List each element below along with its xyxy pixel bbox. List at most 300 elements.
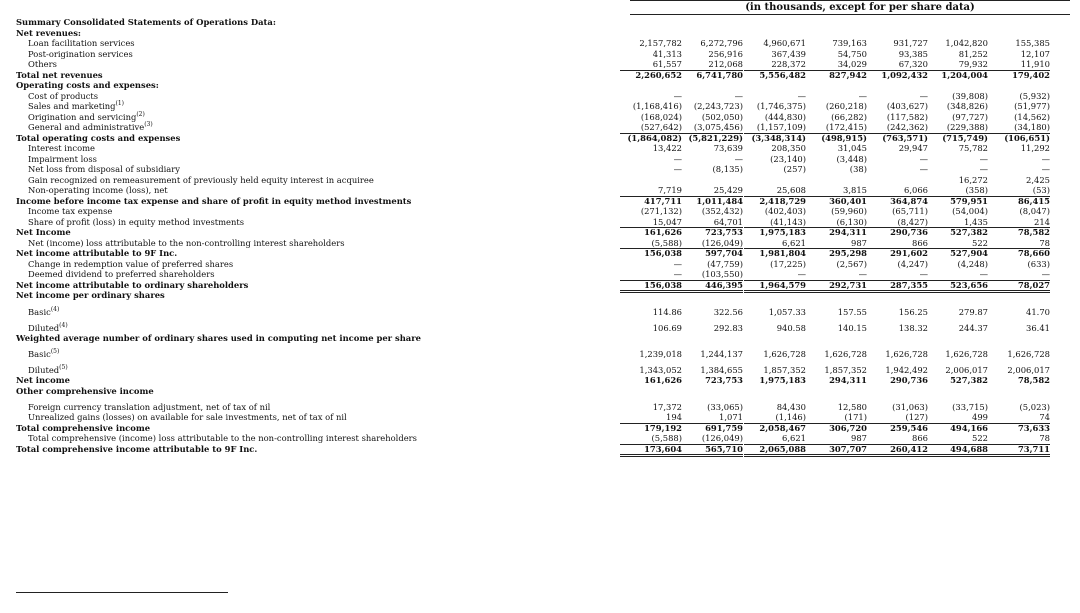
value-cell: (402,403) (764, 206, 806, 216)
value-cell: (5,932) (1019, 90, 1050, 101)
value-cell: — (1041, 164, 1050, 174)
value-cell: 11,292 (1020, 143, 1050, 153)
row-label-text: Unrealized gains (losses) on available for sale investments, net of tax of nil (28, 412, 347, 422)
value-cell: 691,759 (705, 422, 743, 433)
table-row (16, 227, 1080, 238)
value-cell: 11,910 (988, 59, 1050, 71)
value-cell: 2,065,088 (744, 444, 806, 458)
value-cell: (8,047) (1019, 206, 1050, 216)
statement-table (16, 17, 1080, 454)
value-cell: 260,412 (866, 444, 928, 458)
value-cell: 61,557 (620, 59, 682, 71)
value-cell: 1,092,432 (881, 69, 928, 80)
value-cell: 212,068 (681, 59, 743, 71)
value-cell: 279.87 (958, 306, 988, 317)
value-cell: 179,402 (1012, 69, 1050, 80)
table-row (16, 386, 1080, 397)
value-cell: (229,388) (926, 122, 988, 134)
table-row (16, 122, 1080, 133)
value-cell: (33,715) (952, 402, 988, 412)
value-cell: (1,168,416) (632, 101, 682, 111)
table-top-rule (630, 0, 1070, 1)
value-cell: 1,057.33 (768, 306, 806, 317)
value-cell: 41,313 (652, 48, 682, 59)
value-cell: 1,975,183 (759, 375, 806, 385)
table-row (16, 333, 1080, 344)
value-cell: 367,439 (771, 48, 806, 59)
value-cell: 723,753 (705, 375, 743, 385)
value-cell: 287,355 (866, 280, 928, 294)
table-row (16, 396, 1080, 412)
value-cell: 940.58 (776, 322, 806, 333)
value-cell: 86,415 (1017, 195, 1050, 206)
row-label (16, 248, 177, 259)
table-row (16, 17, 1080, 28)
row-label (16, 444, 257, 455)
value-cell: (257) (783, 164, 806, 174)
value-cell: (633) (1027, 258, 1050, 269)
row-label (28, 238, 345, 249)
value-cell: (8,427) (866, 217, 928, 229)
value-cell: (127) (866, 412, 928, 424)
value-cell: (3,448) (836, 153, 867, 164)
value-cell: 5,556,482 (759, 69, 806, 80)
value-cell: 228,372 (744, 59, 806, 71)
row-label-text: Summary Consolidated Statements of Operations Data: (16, 17, 276, 27)
value-cell: — (673, 90, 682, 101)
value-cell: 322.56 (713, 306, 743, 317)
row-label-text: Non-operating income (loss), net (28, 185, 168, 195)
table-row (16, 133, 1080, 144)
value-cell: 12,580 (837, 402, 867, 412)
value-cell: 156,038 (644, 248, 682, 258)
row-label (28, 154, 97, 165)
value-cell: 6,621 (744, 433, 806, 445)
value-cell: 78 (988, 238, 1050, 250)
row-label (16, 386, 154, 397)
value-cell: — (926, 269, 988, 281)
row-label (28, 59, 57, 70)
value-cell: (103,550) (681, 269, 743, 281)
value-cell: (502,050) (701, 111, 743, 122)
value-cell: 73,633 (1017, 422, 1050, 433)
row-label-text: Total comprehensive income (16, 422, 151, 433)
table-row (16, 412, 1080, 423)
table-row (16, 154, 1080, 165)
value-cell: 290,736 (890, 227, 928, 237)
value-cell: 987 (805, 433, 867, 445)
value-cell: (106,651) (1004, 132, 1050, 143)
table-row (16, 259, 1080, 270)
value-cell: (66,282) (831, 111, 867, 122)
value-cell: — (858, 90, 867, 101)
value-cell: 25,429 (681, 185, 743, 197)
value-cell: — (673, 164, 682, 174)
value-cell: (117,582) (886, 111, 928, 122)
value-cell: 1,071 (681, 412, 743, 424)
value-cell: 499 (926, 412, 988, 424)
row-label (28, 143, 95, 154)
value-cell: 1,011,484 (696, 195, 743, 206)
row-label (28, 101, 124, 112)
value-cell: (47,759) (707, 258, 743, 269)
value-cell: 244.37 (958, 322, 988, 333)
value-cell: — (1041, 153, 1050, 164)
value-cell: 173,604 (620, 444, 682, 458)
row-label-text: Net income per ordinary shares (16, 290, 165, 300)
value-cell: 1,981,804 (759, 248, 806, 258)
row-label (28, 206, 112, 217)
value-cell: 16,272 (958, 174, 988, 185)
value-cell: (54,004) (952, 206, 988, 216)
value-cell: (51,977) (1014, 101, 1050, 111)
value-cell: (352,432) (701, 206, 743, 216)
row-label-text: Basic (28, 306, 51, 317)
value-cell: 194 (620, 412, 682, 424)
value-cell: 2,006,017 (945, 365, 988, 375)
value-cell: 1,626,728 (824, 349, 867, 359)
value-cell: 306,720 (829, 422, 867, 433)
value-cell: 1,343,052 (639, 365, 682, 375)
table-row (16, 433, 1080, 444)
value-cell: 36.41 (1026, 322, 1050, 333)
value-cell: (1,146) (744, 412, 806, 424)
value-cell: 1,857,352 (763, 365, 806, 375)
footnote-rule (16, 592, 228, 593)
row-label (28, 112, 145, 123)
value-cell: (3,348,314) (751, 132, 806, 143)
value-cell: 179,192 (644, 422, 682, 433)
footnote-ref: (4) (50, 305, 60, 313)
value-cell: (31,063) (892, 402, 928, 412)
value-cell: 527,382 (950, 227, 988, 237)
value-cell: (6,130) (805, 217, 867, 229)
value-cell: 527,382 (950, 375, 988, 385)
row-label-text: Share of profit (loss) in equity method investments (28, 216, 245, 227)
value-cell: 2,058,467 (759, 422, 806, 433)
value-cell: — (919, 164, 928, 174)
row-label-text: Change in redemption value of preferred shares (28, 258, 234, 269)
value-cell: (172,415) (805, 122, 867, 134)
value-cell: (715,749) (942, 132, 988, 143)
value-cell: 2,425 (1026, 174, 1050, 185)
row-label-text: Origination and servicing (28, 111, 137, 122)
table-row (16, 280, 1080, 291)
value-cell: 294,311 (829, 375, 867, 385)
units-caption: (in thousands, except for per share data) (745, 2, 975, 13)
value-cell: 78 (988, 433, 1050, 445)
value-cell: — (620, 269, 682, 281)
value-cell: 522 (926, 433, 988, 445)
value-cell: 6,741,780 (696, 69, 743, 80)
value-cell: 522 (926, 238, 988, 250)
row-label (28, 49, 133, 60)
table-row (16, 38, 1080, 49)
value-cell: 214 (988, 217, 1050, 229)
value-cell: 64,701 (681, 217, 743, 229)
row-label-text: Cost of products (28, 90, 99, 101)
value-cell: (403,627) (886, 101, 928, 111)
row-label (16, 133, 180, 144)
table-row (16, 269, 1080, 280)
value-cell: 565,710 (681, 444, 743, 458)
value-cell: (348,826) (946, 101, 988, 111)
value-cell: 25,608 (744, 185, 806, 197)
value-cell: (17,225) (770, 258, 806, 269)
table-row (16, 196, 1080, 207)
value-cell: — (988, 269, 1050, 281)
footnote-ref: (5) (50, 348, 60, 356)
value-cell: (126,049) (681, 238, 743, 250)
value-cell: 1,239,018 (639, 349, 682, 359)
table-row (16, 290, 1080, 301)
table-row (16, 185, 1080, 196)
row-label (28, 164, 180, 175)
value-cell: (358) (926, 185, 988, 197)
row-label (28, 269, 215, 280)
value-cell: 75,782 (958, 143, 988, 153)
footnote-ref: (3) (144, 121, 153, 129)
value-cell: 157.55 (837, 306, 867, 317)
value-cell: 1,626,728 (885, 349, 928, 359)
value-cell: 78,660 (1017, 248, 1050, 258)
value-cell: 3,815 (805, 185, 867, 197)
value-cell: (2,567) (836, 258, 867, 269)
table-row (16, 59, 1080, 70)
value-cell: 78,582 (1017, 375, 1050, 385)
value-cell: — (866, 269, 928, 281)
value-cell: 54,750 (837, 48, 867, 59)
row-label (16, 80, 159, 91)
row-label-text: Deemed dividend to preferred shareholders (28, 269, 215, 279)
value-cell: 41.70 (1026, 306, 1050, 317)
value-cell: — (979, 164, 988, 174)
value-cell: 73,711 (988, 444, 1050, 458)
table-row (16, 444, 1080, 455)
table-row (16, 423, 1080, 434)
row-label-text: Total operating costs and expenses (16, 132, 181, 143)
row-label-text: Income tax expense (28, 206, 113, 216)
value-cell: 81,252 (958, 48, 988, 59)
value-cell: 527,904 (950, 248, 988, 258)
value-cell: — (979, 153, 988, 164)
row-label-text: Net revenues: (16, 27, 82, 38)
value-cell: 360,401 (829, 195, 867, 206)
value-cell: 78,027 (988, 280, 1050, 294)
value-cell: (444,830) (764, 111, 806, 122)
value-cell: 106.69 (652, 322, 682, 333)
row-label-text: Other comprehensive income (16, 385, 154, 396)
table-row (16, 49, 1080, 60)
value-cell: (33,065) (707, 402, 743, 412)
value-cell: 294,311 (829, 227, 867, 237)
value-cell: 2,260,652 (635, 69, 682, 80)
value-cell: 307,707 (805, 444, 867, 458)
value-cell: 6,272,796 (700, 38, 743, 48)
value-cell: — (673, 153, 682, 164)
value-cell: 78,582 (1017, 227, 1050, 237)
value-cell: 1,964,579 (744, 280, 806, 294)
value-cell: 446,395 (681, 280, 743, 294)
value-cell: — (744, 269, 806, 281)
value-cell: (498,915) (821, 132, 867, 143)
value-cell: 93,385 (898, 48, 928, 59)
row-label-text: Net income (16, 375, 70, 385)
value-cell: 114.86 (652, 306, 682, 317)
value-cell: 2,157,782 (639, 38, 682, 48)
row-label (16, 423, 150, 434)
row-label (28, 217, 244, 228)
value-cell: 29,947 (898, 143, 928, 153)
row-label-text: Total comprehensive income attributable to 9F Inc. (16, 443, 258, 454)
value-cell: (8,135) (712, 164, 743, 174)
value-cell: 494,688 (926, 444, 988, 458)
value-cell: (4,247) (897, 258, 928, 269)
value-cell: (65,711) (892, 206, 928, 216)
value-cell: 292.83 (713, 322, 743, 333)
row-label-text: Weighted average number of ordinary shares used in computing net income per share (16, 332, 421, 343)
value-cell: 7,719 (620, 185, 682, 197)
value-cell: (271,132) (640, 206, 682, 216)
table-row (16, 248, 1080, 259)
row-label-text: General and administrative (28, 122, 145, 132)
table-row (16, 217, 1080, 228)
row-label-text: Interest income (28, 143, 96, 153)
value-cell: 256,916 (708, 48, 743, 59)
row-label (28, 259, 233, 270)
value-cell: 67,320 (866, 59, 928, 71)
row-label-text: Gain recognized on remeasurement of previously held equity interest in acquiree (28, 174, 374, 185)
value-cell: 17,372 (652, 402, 682, 412)
value-cell: 987 (805, 238, 867, 250)
value-cell: (39,808) (952, 90, 988, 101)
row-label-text: Others (28, 59, 57, 69)
value-cell: (23,140) (770, 153, 806, 164)
row-label-text: Foreign currency translation adjustment, net of tax of nil (28, 402, 271, 412)
row-label (28, 412, 347, 423)
value-cell: 295,298 (829, 248, 867, 258)
value-cell: 417,711 (644, 195, 682, 206)
value-cell: 1,244,137 (700, 349, 743, 359)
row-label-text: Diluted (28, 322, 60, 333)
value-cell: (97,727) (952, 111, 988, 122)
value-cell: 866 (866, 433, 928, 445)
value-cell: 1,942,492 (885, 365, 928, 375)
value-cell: (763,571) (882, 132, 928, 143)
value-cell: 6,621 (744, 238, 806, 250)
row-label (16, 196, 411, 207)
row-label-text: Post-origination services (28, 48, 133, 59)
row-label (28, 175, 374, 186)
value-cell: 1,975,183 (759, 227, 806, 237)
table-row (16, 175, 1080, 186)
value-cell: 79,932 (926, 59, 988, 71)
table-row (16, 238, 1080, 249)
value-cell: 827,942 (829, 69, 867, 80)
row-label-text: Impairment loss (28, 153, 97, 164)
table-row (16, 101, 1080, 112)
row-label (16, 290, 165, 301)
value-cell: 259,546 (890, 422, 928, 433)
value-cell: 161,626 (644, 375, 682, 385)
value-cell: 2,006,017 (1007, 365, 1050, 375)
value-cell: 6,066 (866, 185, 928, 197)
value-cell: 739,163 (832, 38, 867, 48)
value-cell: 1,435 (926, 217, 988, 229)
footnote-ref: (5) (59, 364, 68, 372)
table-row (16, 343, 1080, 359)
value-cell: 31,045 (837, 143, 867, 153)
row-label-text: Total net revenues (16, 69, 103, 80)
value-cell: (3,075,456) (681, 122, 743, 134)
value-cell: 34,029 (805, 59, 867, 71)
value-cell: — (797, 90, 806, 101)
table-row (16, 301, 1080, 317)
value-cell: 931,727 (893, 38, 928, 48)
row-label-text: Net Income (16, 227, 71, 237)
row-label (16, 375, 70, 386)
value-cell: (59,960) (831, 206, 867, 216)
row-label (16, 28, 81, 39)
value-cell: 13,422 (652, 143, 682, 153)
value-cell: (4,248) (957, 258, 988, 269)
value-cell: (242,362) (866, 122, 928, 134)
value-cell: 1,626,728 (763, 349, 806, 359)
value-cell: — (805, 269, 867, 281)
value-cell: (41,143) (744, 217, 806, 229)
value-cell: — (673, 258, 682, 269)
footnote-ref: (1) (115, 100, 125, 108)
value-cell: 364,874 (890, 195, 928, 206)
row-label-text: Basic (28, 349, 51, 359)
value-cell: (5,588) (620, 433, 682, 445)
value-cell: — (919, 153, 928, 164)
value-cell: (5,023) (1019, 402, 1050, 412)
value-cell: (168,024) (640, 111, 682, 122)
value-cell: (260,218) (825, 101, 867, 111)
value-cell: — (734, 153, 743, 164)
value-cell: 1,626,728 (1007, 349, 1050, 359)
value-cell: (1,746,375) (756, 101, 806, 111)
value-cell: 1,204,004 (941, 69, 988, 80)
value-cell: 1,626,728 (945, 349, 988, 359)
row-label-text: Net income attributable to 9F Inc. (16, 248, 178, 258)
table-row (16, 143, 1080, 154)
value-cell: 155,385 (1015, 38, 1050, 48)
value-cell: (53) (988, 185, 1050, 197)
value-cell: 597,704 (705, 248, 743, 258)
footnote-ref: (2) (136, 110, 145, 118)
row-label-text: Net (income) loss attributable to the non-controlling interest shareholders (28, 237, 345, 248)
value-cell: 723,753 (705, 227, 743, 237)
value-cell: 523,656 (926, 280, 988, 294)
value-cell: 140.15 (837, 322, 867, 333)
value-cell: (2,243,723) (693, 101, 743, 111)
table-row (16, 28, 1080, 39)
table-row (16, 317, 1080, 333)
table-row (16, 70, 1080, 81)
value-cell: (5,588) (620, 238, 682, 250)
value-cell: 74 (988, 412, 1050, 424)
value-cell: 138.32 (898, 322, 928, 333)
footnote-ref: (4) (59, 321, 68, 329)
value-cell: (34,180) (988, 122, 1050, 134)
caption-rule (630, 14, 1070, 15)
row-label (28, 38, 135, 49)
value-cell: 84,430 (776, 402, 806, 412)
value-cell: — (734, 90, 743, 101)
value-cell: 1,042,820 (945, 38, 988, 48)
